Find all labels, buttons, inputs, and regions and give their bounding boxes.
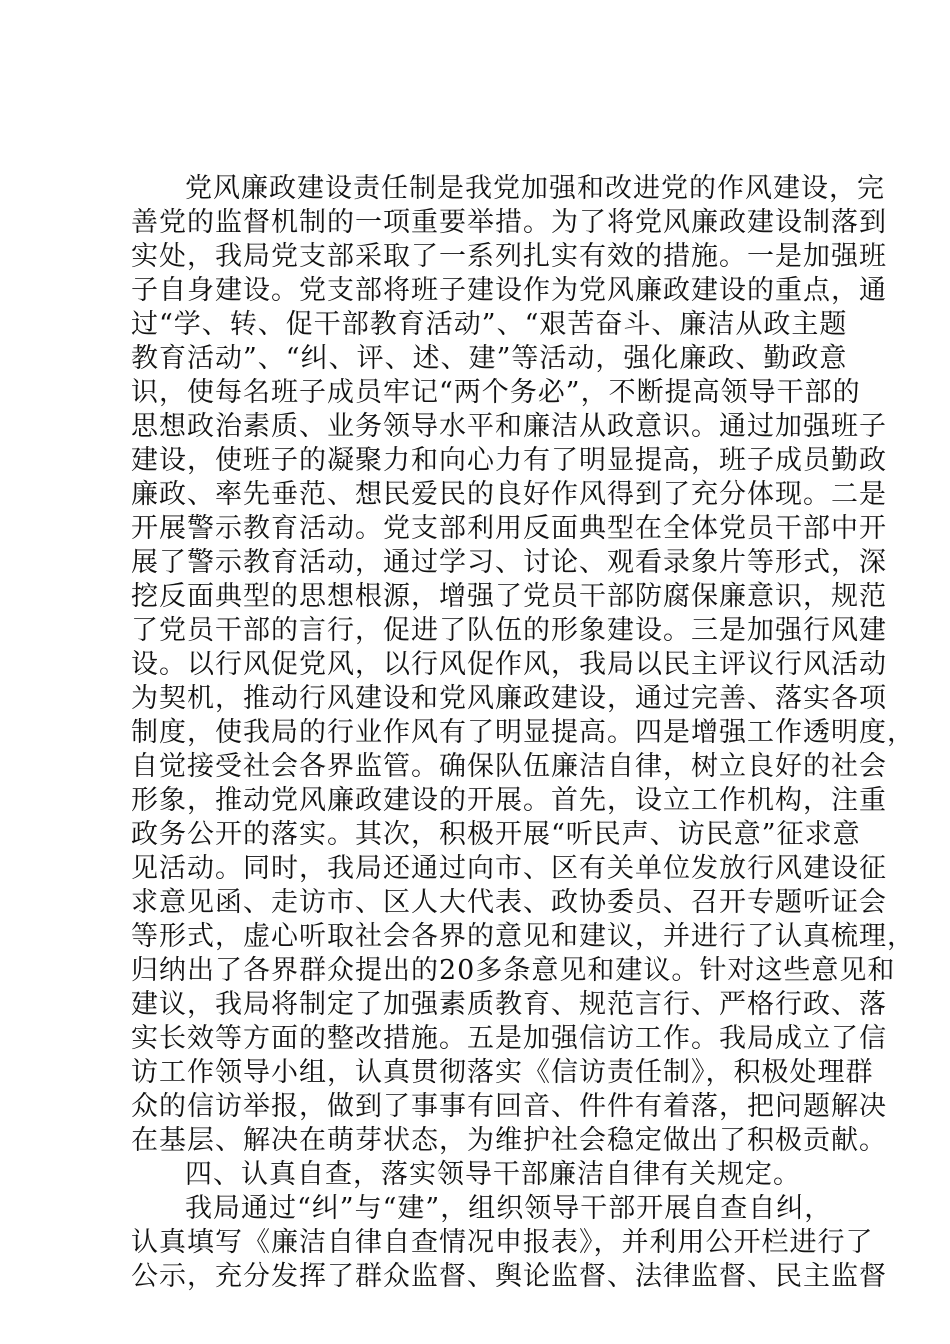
text-line: 挖反面典型的思想根源，增强了党员干部防腐保廉意识，规范	[131, 581, 887, 612]
text-line: 善党的监督机制的一项重要举措。为了将党风廉政建设制落到	[131, 207, 887, 238]
text-line: 求意见函、走访市、区人大代表、政协委员、召开专题听证会	[131, 887, 887, 918]
text-line: 认真填写《廉洁自律自查情况申报表》，并利用公开栏进行了	[131, 1227, 874, 1258]
text-line: 设。以行风促党风，以行风促作风，我局以民主评议行风活动	[131, 649, 887, 680]
text-line: 我局通过“纠”与“建”，组织领导干部开展自查自纠，	[185, 1193, 833, 1224]
text-line: 为契机，推动行风建设和党风廉政建设，通过完善、落实各项	[131, 683, 887, 714]
text-line: 展了警示教育活动，通过学习、讨论、观看录象片等形式，深	[131, 547, 887, 578]
text-line: 开展警示教育活动。党支部利用反面典型在全体党员干部中开	[131, 513, 887, 544]
text-line: 实处，我局党支部采取了一系列扎实有效的措施。一是加强班	[131, 241, 887, 272]
text-line: 党风廉政建设责任制是我党加强和改进党的作风建设，完	[185, 173, 885, 204]
text-line: 自觉接受社会各界监管。确保队伍廉洁自律，树立良好的社会	[131, 751, 887, 782]
text-line: 政务公开的落实。其次，积极开展“听民声、访民意”征求意	[131, 819, 861, 850]
text-line: 形象，推动党风廉政建设的开展。首先，设立工作机构，注重	[131, 785, 887, 816]
text-line: 制度，使我局的行业作风有了明显提高。四是增强工作透明度，	[131, 717, 915, 748]
section-heading: 四、认真自查，落实领导干部廉洁自律有关规定。	[185, 1159, 801, 1190]
text-line: 教育活动”、“纠、评、述、建”等活动，强化廉政、勤政意	[131, 343, 848, 374]
text-line: 了党员干部的言行，促进了队伍的形象建设。三是加强行风建	[131, 615, 887, 646]
text-line: 实长效等方面的整改措施。五是加强信访工作。我局成立了信	[131, 1023, 887, 1054]
text-line: 建议，我局将制定了加强素质教育、规范言行、严格行政、落	[131, 989, 887, 1020]
text-line: 归纳出了各界群众提出的20多条意见和建议。针对这些意见和	[131, 955, 896, 986]
text-line: 在基层、解决在萌芽状态，为维护社会稳定做出了积极贡献。	[131, 1125, 887, 1156]
text-line: 子自身建设。党支部将班子建设作为党风廉政建设的重点，通	[131, 275, 887, 306]
text-line: 廉政、率先垂范、想民爱民的良好作风得到了充分体现。二是	[131, 479, 887, 510]
body-text	[131, 172, 915, 1294]
text-line: 过“学、转、促干部教育活动”、“艰苦奋斗、廉洁从政主题	[131, 309, 848, 340]
text-line: 访工作领导小组，认真贯彻落实《信访责任制》，积极处理群	[131, 1057, 874, 1088]
text-line: 等形式，虚心听取社会各界的意见和建议，并进行了认真梳理，	[131, 921, 915, 952]
text-line: 公示，充分发挥了群众监督、舆论监督、法律监督、民主监督	[131, 1261, 887, 1292]
text-line: 建设，使班子的凝聚力和向心力有了明显提高，班子成员勤政	[131, 445, 887, 476]
text-line: 识，使每名班子成员牢记“两个务必”，不断提高领导干部的	[131, 377, 861, 408]
text-line: 见活动。同时，我局还通过向市、区有关单位发放行风建设征	[131, 853, 887, 884]
text-line: 众的信访举报，做到了事事有回音、件件有着落，把问题解决	[131, 1091, 887, 1122]
text-line: 思想政治素质、业务领导水平和廉洁从政意识。通过加强班子	[131, 411, 887, 442]
